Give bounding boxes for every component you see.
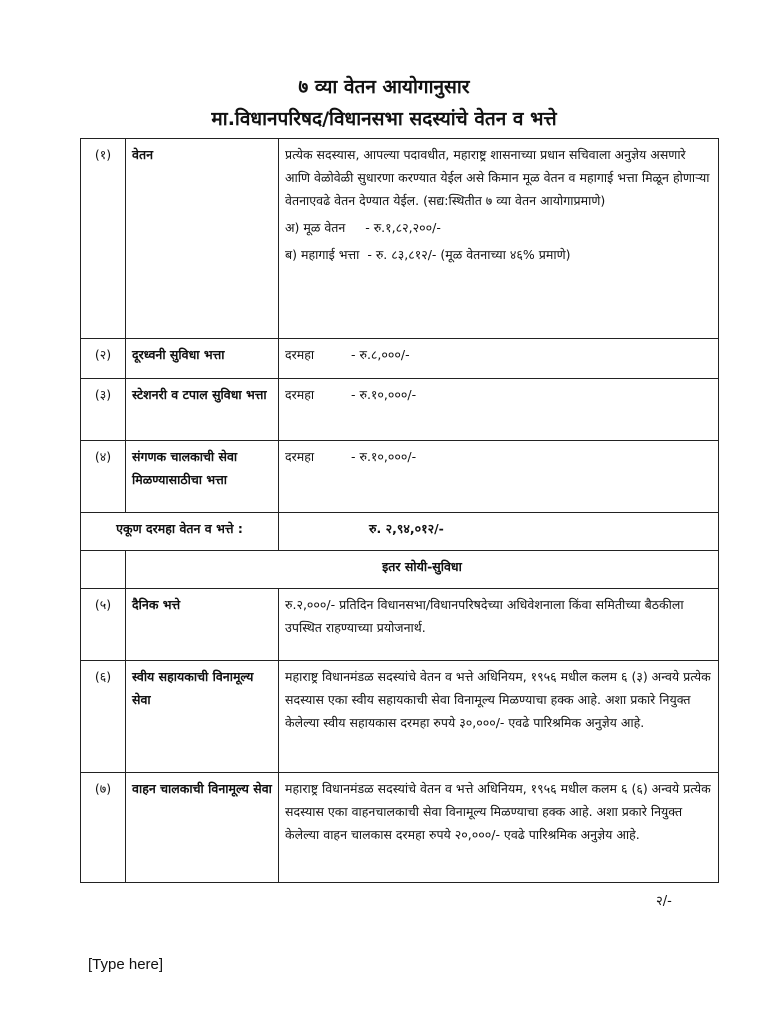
document-title-line1: ७ व्या वेतन आयोगानुसार [298, 76, 470, 98]
salary-description: प्रत्येक सदस्यास, आपल्या पदावधीत, महाराष्ट्र शासनाच्या प्रधान सचिवाला अनुज्ञेय असणारे आणि वेळोवेळी सुधारणा करण्यात येईल असे किमान मूळ वेतन व महागाई भत्ता मिळून होणाऱ्या वेतनाएवढे वेतन देण्यात येईल. (सद्य:स्थितीत ७ व्या वेतन आयोगाप्रमाणे) [285, 147, 710, 208]
row-number: (२) [81, 339, 126, 379]
rate-period: दरमहा [285, 387, 315, 402]
rate-amount: - रु.८,०००/- [351, 347, 410, 362]
table-row [81, 441, 719, 513]
row-rate [279, 339, 719, 379]
section-heading-row [81, 551, 719, 589]
table-row [81, 379, 719, 441]
row-label: स्वीय सहायकाची विनामूल्य सेवा [126, 661, 279, 773]
page-number: २/- [656, 894, 672, 909]
footer-placeholder[interactable]: [Type here] [88, 956, 164, 973]
row-number: (७) [81, 773, 126, 883]
dearness-allowance-line: ब) महागाई भत्ता - रु. ८३,८१२/- (मूळ वेतनाच्या ४६% प्रमाणे) [285, 247, 571, 262]
row-label: वाहन चालकाची विनामूल्य सेवा [126, 773, 279, 883]
table-row [81, 661, 719, 773]
table-row [81, 139, 719, 339]
row-description: महाराष्ट्र विधानमंडळ सदस्यांचे वेतन व भत्ते अधिनियम, १९५६ मधील कलम ६ (३) अन्वये प्रत्येक सदस्यास एका स्वीय सहायकाची सेवा विनामूल्य मिळण्याचा हक्क आहे. अशा प्रकारे नियुक्त केलेल्या स्वीय सहायकास दरमहा रुपये ३०,०००/- एवढे पारिश्रमिक अनुज्ञेय आहे. [279, 661, 719, 773]
document-title-line2: मा.विधानपरिषद/विधानसभा सदस्यांचे वेतन व भत्ते [211, 108, 557, 130]
table-row [81, 589, 719, 661]
row-label: संगणक चालकाची सेवा मिळण्यासाठीचा भत्ता [126, 441, 279, 513]
total-row [81, 513, 719, 551]
row-number: (५) [81, 589, 126, 661]
table-row [81, 339, 719, 379]
row-number: (४) [81, 441, 126, 513]
row-rate [279, 441, 719, 513]
row-label: दैनिक भत्ते [126, 589, 279, 661]
section-heading: इतर सोयी-सुविधा [126, 551, 719, 589]
row-label: स्टेशनरी व टपाल सुविधा भत्ता [126, 379, 279, 441]
rate-amount: - रु.१०,०००/- [351, 449, 417, 464]
row-number: (६) [81, 661, 126, 773]
row-number: (१) [81, 139, 126, 339]
rate-amount: - रु.१०,०००/- [351, 387, 417, 402]
row-description [279, 139, 719, 339]
row-description: रु.२,०००/- प्रतिदिन विधानसभा/विधानपरिषदेच्या अधिवेशनाला किंवा समितीच्या बैठकीला उपस्थित राहण्याच्या प्रयोजनार्थ. [279, 589, 719, 661]
row-rate [279, 379, 719, 441]
allowance-table [80, 138, 719, 883]
row-number: (३) [81, 379, 126, 441]
empty-cell [81, 551, 126, 589]
table-row [81, 773, 719, 883]
rate-period: दरमहा [285, 449, 315, 464]
row-label: वेतन [126, 139, 279, 339]
rate-period: दरमहा [285, 347, 315, 362]
row-description: महाराष्ट्र विधानमंडळ सदस्यांचे वेतन व भत्ते अधिनियम, १९५६ मधील कलम ६ (६) अन्वये प्रत्येक सदस्यास एका वाहनचालकाची सेवा विनामूल्य मिळण्याचा हक्क आहे. अशा प्रकारे नियुक्त केलेल्या वाहन चालकास दरमहा रुपये २०,०००/- एवढे पारिश्रमिक अनुज्ञेय आहे. [279, 773, 719, 883]
row-label: दूरध्वनी सुविधा भत्ता [126, 339, 279, 379]
total-value: रु. २,९४,०१२/- [279, 513, 719, 551]
basic-pay-line: अ) मूळ वेतन - रु.१,८२,२००/- [285, 220, 441, 235]
total-label: एकूण दरमहा वेतन व भत्ते : [81, 513, 279, 551]
